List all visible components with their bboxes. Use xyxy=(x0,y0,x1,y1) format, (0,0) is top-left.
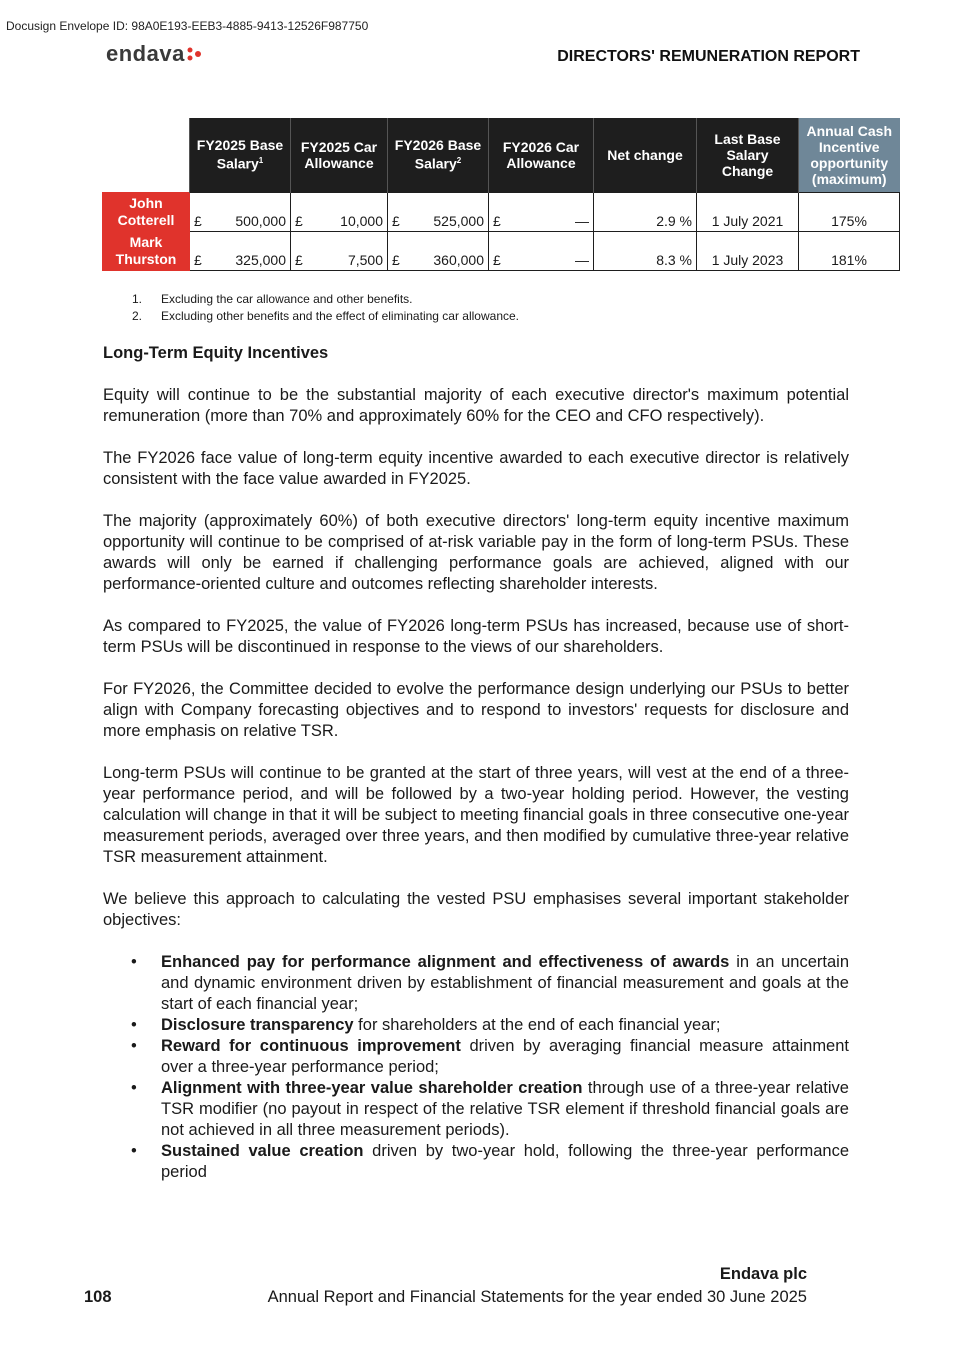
fy2026-car-allowance-cell: £ — xyxy=(489,192,594,231)
table-footnotes xyxy=(132,291,519,325)
list-item: • Sustained value creation driven by two-year hold, following the three-year performance period xyxy=(103,1141,849,1183)
paragraph: For FY2026, the Committee decided to evolve the performance design underlying our PSUs to better align with Company forecasting objectives and to respond to investors' requests for disclosure and more emphasis on relative TSR. xyxy=(103,680,849,740)
header-fy2025-car-allowance: FY2025 Car Allowance xyxy=(291,118,388,192)
paragraph: The FY2026 face value of long-term equity incentive awarded to each executive director is relatively consistent with the face value awarded in FY2025. xyxy=(103,449,849,488)
list-item: • Alignment with three-year value shareholder creation through use of a three-year relative TSR modifier (no payout in respect of the relative TSR element if threshold financial goals are not achieved in all three measurement periods). xyxy=(103,1078,849,1141)
footnote: 2. Excluding other benefits and the effect of eliminating car allowance. xyxy=(132,309,519,323)
fy2025-car-allowance-cell: £ 7,500 xyxy=(291,231,388,270)
objectives-list xyxy=(103,952,849,1183)
fy2025-car-allowance-cell: £ 10,000 xyxy=(291,192,388,231)
fy2026-base-salary-cell: £ 360,000 xyxy=(388,231,489,270)
header-last-base-salary-change: Last Base Salary Change xyxy=(697,118,799,192)
header-fy2026-car-allowance: FY2026 Car Allowance xyxy=(489,118,594,192)
endava-logo xyxy=(106,41,203,67)
remuneration-table xyxy=(102,118,900,271)
table-corner xyxy=(103,118,190,192)
footer-company: Endava plc xyxy=(719,1265,807,1283)
table-row xyxy=(103,231,900,270)
header-net-change: Net change xyxy=(594,118,697,192)
endava-mark-icon xyxy=(187,46,203,62)
net-change-cell: 2.9 % xyxy=(594,192,697,231)
last-change-cell: 1 July 2023 xyxy=(697,231,799,270)
docusign-envelope-id: Docusign Envelope ID: 98A0E193-EEB3-4885-9413-12526F987750 xyxy=(6,19,369,33)
fy2026-car-allowance-cell: £ — xyxy=(489,231,594,270)
paragraph: The majority (approximately 60%) of both executive directors' long-term equity incentive maximum opportunity will continue to be comprised of at-risk variable pay in the form of long-term PSUs. These awards will only be earned if challenging performance goals are achieved, aligned with our performance-oriented culture and outcomes reflecting shareholder interests. xyxy=(103,512,849,593)
header-fy2026-base-salary: FY2026 Base Salary$^2$ xyxy=(388,118,489,192)
table-row xyxy=(103,192,900,231)
footer-description: Annual Report and Financial Statements for the year ended 30 June 2025 xyxy=(267,1288,807,1306)
fy2025-base-salary-cell: £ 500,000 xyxy=(190,192,291,231)
page-number: 108 xyxy=(84,1288,112,1306)
paragraph: Equity will continue to be the substantial majority of each executive director's maximum potential remuneration (more than 70% and approximately 60% for the CEO and CFO respectively). xyxy=(103,386,849,425)
list-item: • Enhanced pay for performance alignment and effectiveness of awards in an uncertain and dynamic environment driven by establishment of financial measurement and goals at the start of each financial year; xyxy=(103,952,849,1015)
header-fy2025-base-salary: FY2025 Base Salary$^1$ xyxy=(190,118,291,192)
director-name: Mark Thurston xyxy=(103,231,190,270)
paragraph: We believe this approach to calculating the vested PSU emphasises several important stakeholder objectives: xyxy=(103,890,849,929)
incentive-cell: 175% xyxy=(799,192,900,231)
last-change-cell: 1 July 2021 xyxy=(697,192,799,231)
list-item: • Disclosure transparency for shareholders at the end of each financial year; xyxy=(103,1015,849,1036)
list-item: • Reward for continuous improvement driven by averaging financial measure attainment over a three-year performance period; xyxy=(103,1036,849,1078)
paragraph: As compared to FY2025, the value of FY2026 long-term PSUs has increased, because use of short-term PSUs will be discontinued in response to the views of our shareholders. xyxy=(103,617,849,656)
fy2025-base-salary-cell: £ 325,000 xyxy=(190,231,291,270)
report-section-title: DIRECTORS' REMUNERATION REPORT xyxy=(557,48,860,65)
incentive-cell: 181% xyxy=(799,231,900,270)
fy2026-base-salary-cell: £ 525,000 xyxy=(388,192,489,231)
section-heading: Long-Term Equity Incentives xyxy=(103,344,329,362)
header-annual-cash-incentive: Annual Cash Incentive opportunity (maximum) xyxy=(799,118,900,192)
footnote: 1. Excluding the car allowance and other benefits. xyxy=(132,292,413,306)
paragraph: Long-term PSUs will continue to be granted at the start of three years, will vest at the end of a three-year performance period, and will be followed by a two-year holding period. However, the vesting calculation will change in that it will be subject to meeting financial goals in three consecutive one-year measurement periods, averaged over three years, and then modified by cumulative three-year relative TSR measurement attainment. xyxy=(103,764,849,866)
logo-wordmark: endava xyxy=(106,41,185,66)
director-name: John Cotterell xyxy=(103,192,190,231)
net-change-cell: 8.3 % xyxy=(594,231,697,270)
body-content xyxy=(103,343,849,1183)
